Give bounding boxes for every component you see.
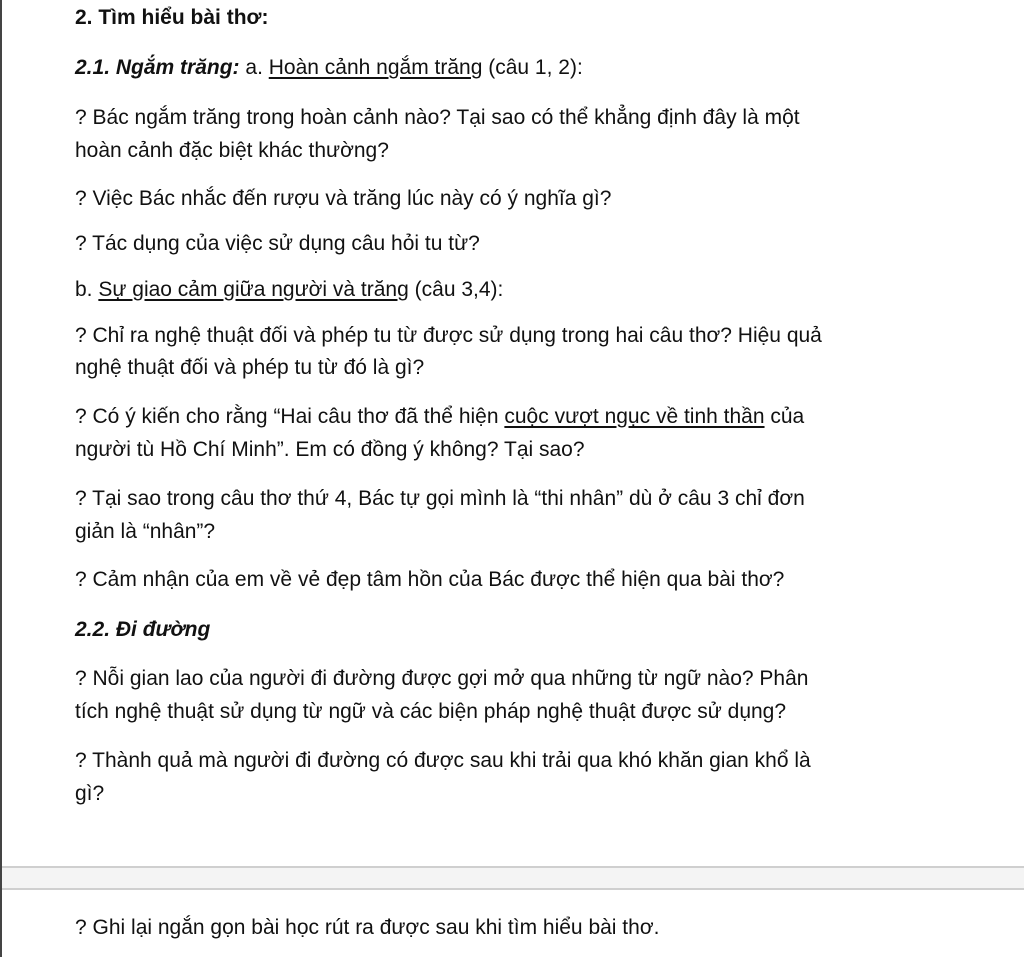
question-1-line-2: hoàn cảnh đặc biệt khác thường? (75, 139, 389, 162)
question-6-line-2: giản là “nhân”? (75, 520, 216, 543)
part-a-suffix: (câu 1, 2): (488, 56, 583, 79)
page-break-divider (2, 866, 1024, 890)
question-6-line-1: ? Tại sao trong câu thơ thứ 4, Bác tự gọi mình là “thi nhân” dù ở câu 3 chỉ đơn (75, 487, 805, 510)
question-5-line-1 (75, 401, 955, 433)
part-b-prefix: b. (75, 278, 93, 301)
question-4-line-1: ? Chỉ ra nghệ thuật đối và phép tu từ được sử dụng trong hai câu thơ? Hiệu quả (75, 324, 822, 347)
part-b-suffix: (câu 3,4): (414, 278, 504, 301)
question-5-line-2: người tù Hồ Chí Minh”. Em có đồng ý không? Tại sao? (75, 438, 585, 461)
heading: 2. Tìm hiểu bài thơ: (75, 6, 269, 29)
question-7: ? Cảm nhận của em về vẻ đẹp tâm hồn của Bác được thể hiện qua bài thơ? (75, 568, 785, 591)
section1-header-line (75, 52, 955, 84)
section1-title: 2.1. Ngắm trăng: (75, 56, 240, 79)
section2-question-1-line-2: tích nghệ thuật sử dụng từ ngữ và các biện pháp nghệ thuật được sử dụng? (75, 700, 787, 723)
section2-title: 2.2. Đi đường (75, 618, 211, 641)
part-b-line (75, 274, 955, 306)
question-1-line-1: ? Bác ngắm trăng trong hoàn cảnh nào? Tại sao có thể khẳng định đây là một (75, 106, 800, 129)
question-2: ? Việc Bác nhắc đến rượu và trăng lúc này có ý nghĩa gì? (75, 187, 612, 210)
closing-question: ? Ghi lại ngắn gọn bài học rút ra được sau khi tìm hiểu bài thơ. (75, 916, 660, 939)
part-b-title: Sự giao cảm giữa người và trăng (98, 278, 409, 301)
section2-question-1-line-1: ? Nỗi gian lao của người đi đường được gợi mở qua những từ ngữ nào? Phân (75, 667, 809, 690)
question-3: ? Tác dụng của việc sử dụng câu hỏi tu từ? (75, 232, 480, 255)
question-5-prefix: ? Có ý kiến cho rằng “Hai câu thơ đã thể hiện (75, 405, 499, 428)
question-5-suffix: của (770, 405, 805, 428)
section2-question-2-line-1: ? Thành quả mà người đi đường có được sau khi trải qua khó khăn gian khổ là (75, 749, 811, 772)
part-a-title: Hoàn cảnh ngắm trăng (268, 56, 483, 79)
question-5-underlined: cuộc vượt ngục về tinh thần (504, 405, 765, 428)
part-a-prefix: a. (245, 56, 263, 79)
section2-question-2-line-2: gì? (75, 782, 105, 805)
question-4-line-2: nghệ thuật đối và phép tu từ đó là gì? (75, 356, 425, 379)
